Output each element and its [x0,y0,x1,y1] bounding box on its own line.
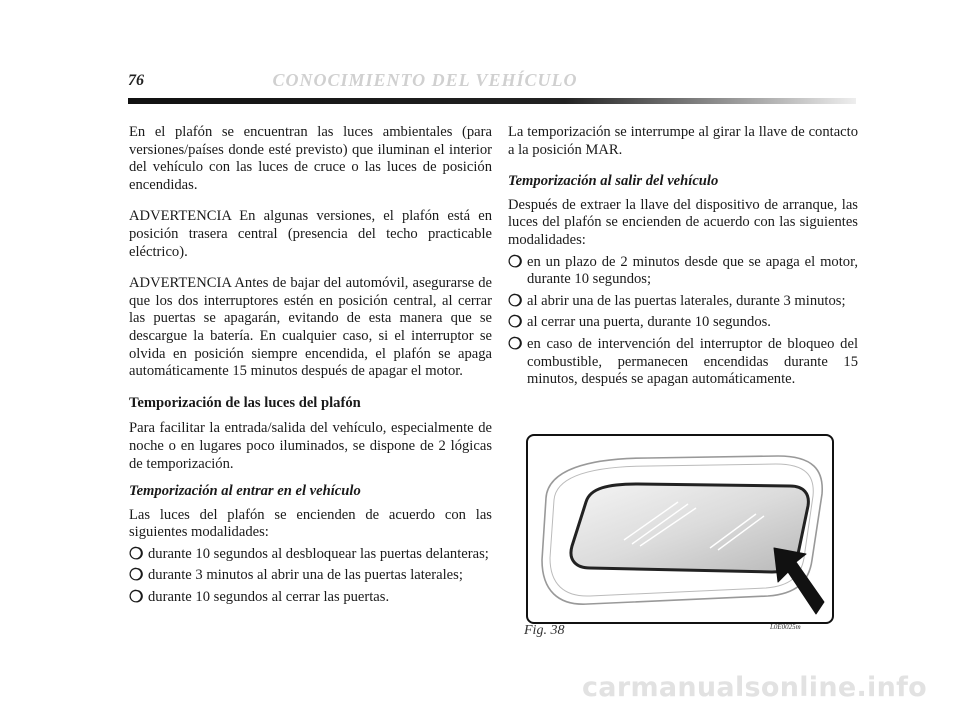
bullet-circle-icon: ❍ [129,567,144,585]
list-item [129,589,492,607]
bullet-circle-icon: ❍ [129,545,144,563]
section-title: CONOCIMIENTO DEL VEHÍCULO [272,70,578,90]
list-item [508,336,858,389]
interrupt-paragraph: La temporización se interrumpe al girar la llave de contacto a la posición MAR. [508,124,858,158]
header-rule [128,98,856,104]
figure-38 [526,434,834,624]
bullet-circle-icon: ❍ [508,253,523,271]
bullet-circle-icon: ❍ [508,335,523,353]
warning-paragraph-2: ADVERTENCIA Antes de bajar del automóvil, asegurarse de que los dos interruptores estén en posición central, al cerrar las puertas se apagarán, evitando de esta manera que se descargue la batería. En cualquier caso, si el interruptor se olvida en posición siempre encendida, el plafón se apaga automáticamente 15 minutos después de apagar el motor. [129,275,492,380]
pointer-arrow-icon [774,548,824,614]
timing-heading: Temporización de las luces del plafón [129,394,361,411]
dome-light-illustration [528,436,832,622]
bullet-circle-icon: ❍ [508,292,523,310]
exiting-paragraph: Después de extraer la llave del dispositivo de arranque, las luces del plafón se encienden de acuerdo con las siguientes modalidades: [508,196,858,248]
exiting-bullet-list [508,254,858,389]
intro-paragraph: En el plafón se encuentran las luces ambientales (para versiones/países donde esté previsto) que iluminan el interior del vehículo con las luces de cruce o las luces de posición encendidas. [129,124,492,193]
list-item [508,314,858,332]
lens [571,484,808,572]
entering-subheading: Temporización al entrar en el vehículo [129,483,361,500]
warning-paragraph-1: ADVERTENCIA En algunas versiones, el plafón está en posición trasera central (presencia del techo practicable eléctrico). [129,208,492,260]
timing-paragraph: Para facilitar la entrada/salida del vehículo, especialmente de noche o en lugares poco iluminados, se dispone de 2 lógicas de temporización. [129,420,492,472]
watermark: carmanualsonline.info [582,672,928,703]
list-item [508,293,858,311]
bullet-circle-icon: ❍ [129,589,144,607]
figure-caption: Fig. 38 [524,623,565,638]
list-item-text: al cerrar una puerta, durante 10 segundos. [527,314,771,331]
list-item-text: durante 10 segundos al desbloquear las puertas delanteras; [148,545,489,562]
exiting-subheading: Temporización al salir del vehículo [508,173,719,190]
list-item [508,254,858,289]
list-item-text: al abrir una de las puertas laterales, durante 3 minutos; [527,292,846,309]
list-item-text: durante 3 minutos al abrir una de las puertas laterales; [148,567,463,584]
list-item-text: en un plazo de 2 minutos desde que se apaga el motor, durante 10 segundos; [527,253,858,288]
list-item [129,567,492,585]
page-number: 76 [128,72,144,89]
bullet-circle-icon: ❍ [508,314,523,332]
list-item [129,546,492,564]
entering-paragraph: Las luces del plafón se encienden de acuerdo con las siguientes modalidades: [129,506,492,541]
list-item-text: durante 10 segundos al cerrar las puertas. [148,589,390,606]
entering-bullet-list [129,546,492,607]
left-column [129,124,492,611]
figure-code: L0E0025m [770,623,801,631]
right-column [508,124,858,393]
list-item-text: en caso de intervención del interruptor de bloqueo del combustible, permanecen encendidas durante 15 minutos, después se apagan automáticamente. [527,335,858,388]
